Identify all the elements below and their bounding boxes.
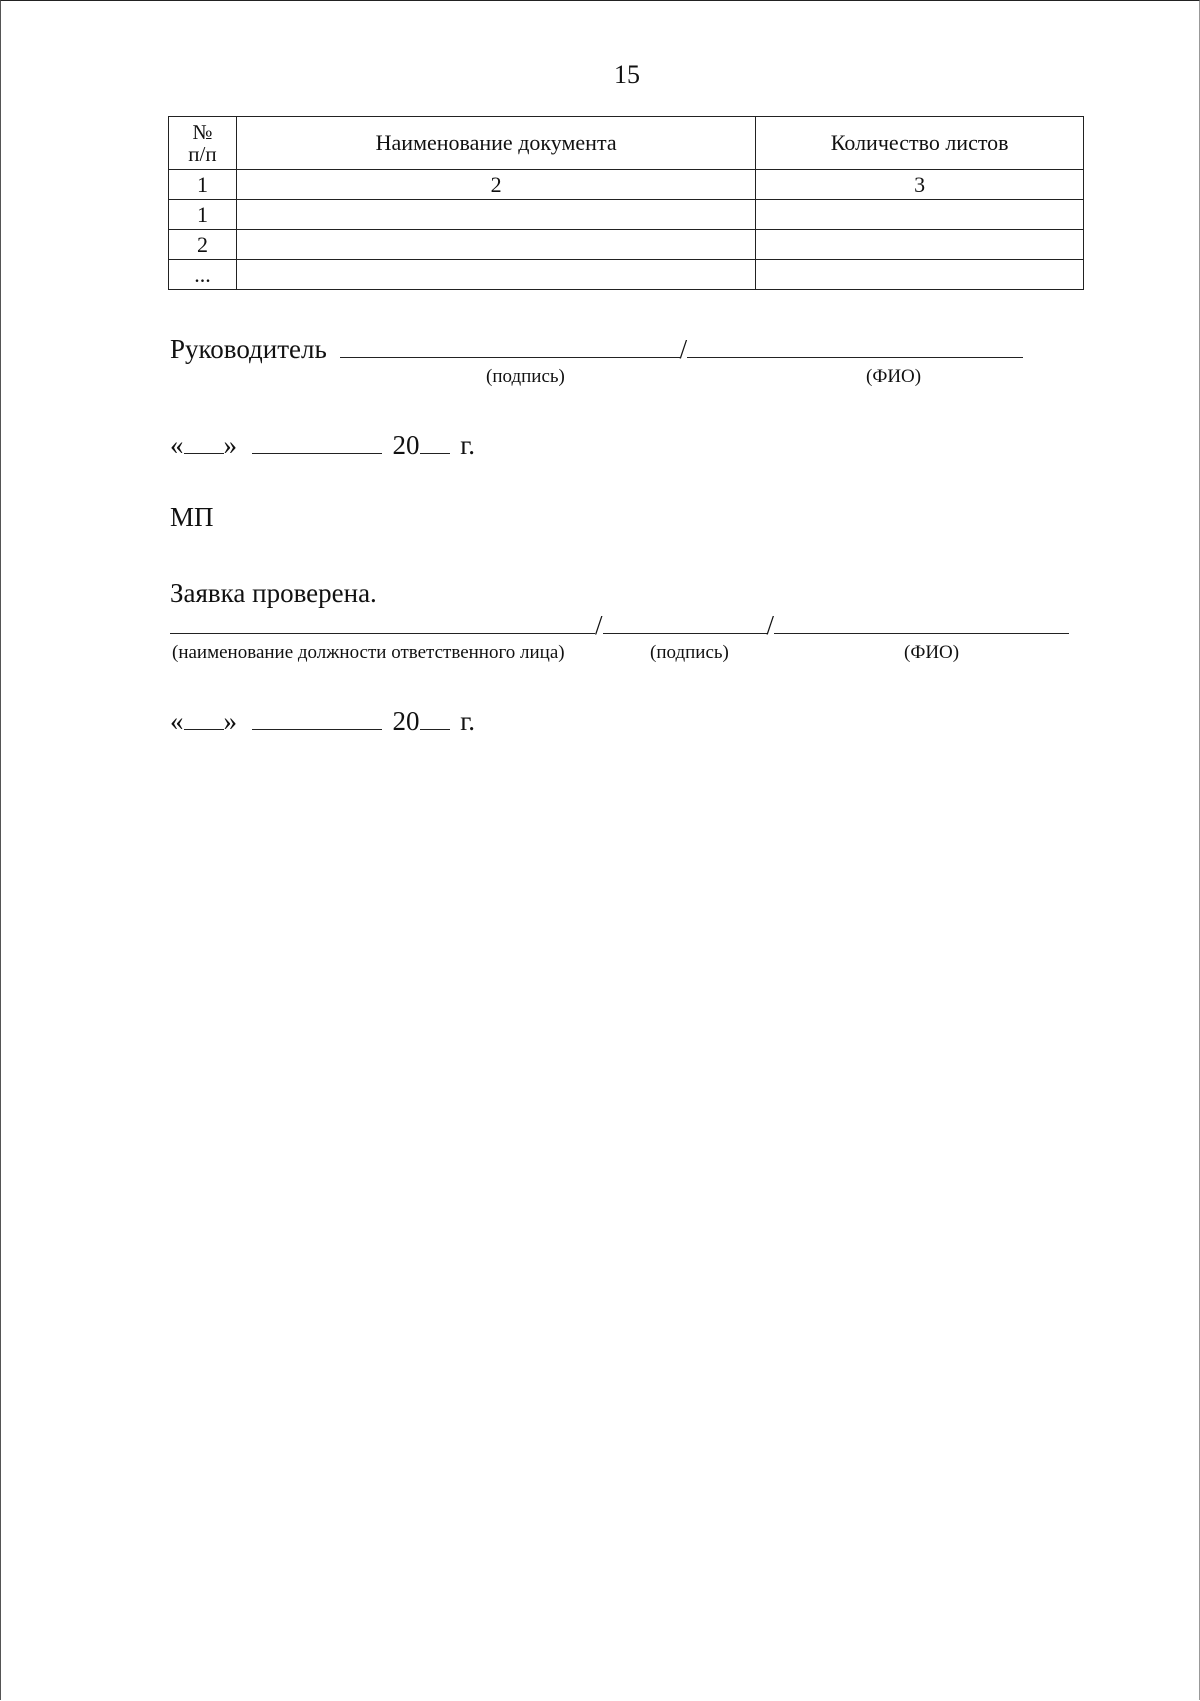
column-index-cell: 2 <box>236 170 755 200</box>
table-row <box>169 230 1084 260</box>
check-separator-2: / <box>766 610 775 640</box>
header-number-label: № п/п <box>188 120 217 166</box>
date-year-field[interactable] <box>420 431 450 454</box>
date-year-suffix: г. <box>460 706 476 736</box>
row-number-cell: 1 <box>169 200 237 230</box>
head-name-caption: (ФИО) <box>866 366 922 387</box>
check-signature-field[interactable] <box>603 611 767 634</box>
head-name-field[interactable] <box>687 335 1023 358</box>
head-signature-label: Руководитель <box>170 334 327 364</box>
row-document-name-cell[interactable] <box>236 260 755 290</box>
date-month-field[interactable] <box>252 707 382 730</box>
date-day-field[interactable] <box>184 431 224 454</box>
check-position-caption: (наименование должности ответственного лица) <box>172 642 565 663</box>
stamp-label: МП <box>170 502 214 532</box>
check-separator-1: / <box>595 610 603 640</box>
column-index-cell: 3 <box>756 170 1084 200</box>
check-name-field[interactable] <box>774 611 1069 634</box>
check-title: Заявка проверена. <box>170 578 377 608</box>
head-signature-field[interactable] <box>340 335 680 358</box>
head-signature-line <box>170 334 1023 365</box>
row-document-name-cell[interactable] <box>236 230 755 260</box>
check-name-caption: (ФИО) <box>904 642 960 663</box>
date-day-field[interactable] <box>184 707 224 730</box>
row-sheet-count-cell[interactable] <box>756 260 1084 290</box>
date-open-quote: « <box>170 430 184 460</box>
header-sheet-count: Количество листов <box>756 117 1084 170</box>
date-month-field[interactable] <box>252 431 382 454</box>
page-number: 15 <box>614 60 640 89</box>
header-number <box>169 117 237 170</box>
date-line-1 <box>170 430 475 461</box>
date-open-quote: « <box>170 706 184 736</box>
table-row <box>169 200 1084 230</box>
check-position-field[interactable] <box>170 611 595 634</box>
date-close-quote: » <box>223 706 237 736</box>
row-number-cell: ... <box>169 260 237 290</box>
date-year-suffix: г. <box>460 430 476 460</box>
row-number-cell: 2 <box>169 230 237 260</box>
check-signature-caption: (подпись) <box>650 642 729 663</box>
date-line-2 <box>170 706 475 737</box>
head-signature-separator: / <box>679 334 688 364</box>
table-row <box>169 260 1084 290</box>
date-year-prefix: 20 <box>392 430 420 460</box>
header-document-name: Наименование документа <box>236 117 755 170</box>
head-signature-caption: (подпись) <box>486 366 565 387</box>
row-document-name-cell[interactable] <box>236 200 755 230</box>
table-header-row <box>169 117 1084 170</box>
date-close-quote: » <box>223 430 237 460</box>
check-signature-line <box>170 610 1069 641</box>
date-year-field[interactable] <box>420 707 450 730</box>
column-index-row <box>169 170 1084 200</box>
date-year-prefix: 20 <box>392 706 420 736</box>
row-sheet-count-cell[interactable] <box>756 230 1084 260</box>
column-index-cell: 1 <box>169 170 237 200</box>
row-sheet-count-cell[interactable] <box>756 200 1084 230</box>
documents-table <box>168 116 1084 290</box>
